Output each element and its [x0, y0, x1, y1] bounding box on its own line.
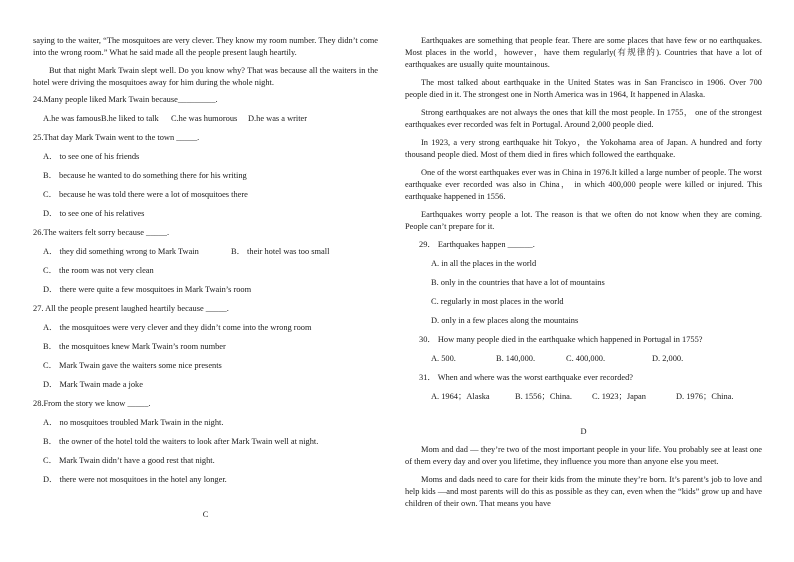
option-d[interactable]: D． to see one of his relatives	[43, 209, 145, 218]
option-b[interactable]: B． because he wanted to do something there for his writing	[43, 171, 247, 180]
option-a[interactable]: A． the mosquitoes were very clever and they didn’t come into the wrong room	[43, 323, 312, 332]
story-paragraph: saying to the waiter, “The mosquitoes are very clever. They know my room number. They didn’t come into the wrong room.” What he said made all the people present laugh heartily.	[33, 36, 378, 57]
question-24: 24.Many people liked Mark Twain because_________.	[33, 95, 218, 104]
option-a[interactable]: A. 500.	[431, 354, 456, 363]
option-a[interactable]: A. 1964；Alaska	[431, 392, 490, 401]
options-26-ab	[43, 246, 378, 258]
option-a[interactable]: A． they did something wrong to Mark Twain	[43, 247, 199, 256]
option-d[interactable]: D. 1976；China.	[676, 392, 734, 401]
option-c[interactable]: C. 1923；Japan	[592, 392, 646, 401]
passage-paragraph: Mom and dad — they’re two of the most important people in your life. You probably see at least one of them every day and over you lifetime, they influence you more than anyone else you meet.	[405, 445, 762, 466]
option-b[interactable]: B. 1556；China.	[515, 392, 572, 401]
passage-paragraph: Earthquakes worry people a lot. The reason is that we often do not know when they are coming. People can’t prepare for it.	[405, 210, 762, 231]
option-b[interactable]: B. only in the countries that have a lot of mountains	[431, 278, 605, 287]
options-31	[431, 391, 762, 403]
question-30: 30． How many people died in the earthquake which happened in Portugal in 1755?	[419, 335, 703, 344]
options-30	[431, 353, 762, 365]
passage-paragraph: One of the worst earthquakes ever was in China in 1976.It killed a large number of people. The worst earthquake ever recorded was also in China， in which 400,000 people were killed or injured. This earthquake happened in 1556.	[405, 168, 762, 201]
option-d[interactable]: D. only in a few places along the mountains	[431, 316, 579, 325]
question-26: 26.The waiters felt sorry because _____.	[33, 228, 170, 237]
question-25: 25.That day Mark Twain went to the town _____.	[33, 133, 200, 142]
option-c[interactable]: C． Mark Twain didn’t have a good rest that night.	[43, 456, 215, 465]
option-d[interactable]: D.he was a writer	[248, 114, 308, 123]
option-a[interactable]: A． to see one of his friends	[43, 152, 140, 161]
option-d[interactable]: D． there were quite a few mosquitoes in Mark Twain’s room	[43, 285, 252, 294]
option-b[interactable]: B. 140,000.	[496, 354, 536, 363]
passage-paragraph: In 1923, a very strong earthquake hit Tokyo，the Yokohama area of Japan. A hundred and forty thousand people died. Most of them died in fires which followed the earthquake.	[405, 138, 762, 159]
option-d[interactable]: D． Mark Twain made a joke	[43, 380, 143, 389]
option-d[interactable]: D． there were not mosquitoes in the hotel any longer.	[43, 475, 227, 484]
passage-paragraph: Earthquakes are something that people fear. There are some places that have few or no earthquakes. Most places in the world，however，have them regularly(有规律的). Countries that have a lot of earthquakes are usually quite mountainous.	[405, 36, 762, 69]
option-a[interactable]: A． no mosquitoes troubled Mark Twain in the night.	[43, 418, 224, 427]
section-heading-c: C	[202, 510, 209, 519]
right-column	[405, 0, 762, 510]
left-column	[33, 0, 378, 521]
options-24	[43, 113, 378, 125]
option-d[interactable]: D. 2,000.	[652, 354, 684, 363]
option-a[interactable]: A. in all the places in the world	[431, 259, 537, 268]
story-paragraph: But that night Mark Twain slept well. Do you know why? That was because all the waiters in the hotel were driving the mosquitoes away for him during the whole night.	[33, 66, 378, 87]
option-b[interactable]: B.he liked to talk	[101, 114, 159, 123]
option-c[interactable]: C.he was humorous	[171, 114, 238, 123]
option-a[interactable]: A.he was famous	[43, 114, 101, 123]
option-b[interactable]: B． the owner of the hotel told the waiters to look after Mark Twain well at night.	[43, 437, 319, 446]
passage-paragraph: The most talked about earthquake in the United States was in San Francisco in 1906. Over 700 people died in it. The strongest one in North America was in 1964, It happened in Alaska.	[405, 78, 762, 99]
option-b[interactable]: B． their hotel was too small	[231, 247, 330, 256]
question-27: 27. All the people present laughed heartily because _____.	[33, 304, 229, 313]
section-heading-d: D	[580, 427, 587, 436]
option-c[interactable]: C. 400,000.	[566, 354, 606, 363]
question-28: 28.From the story we know _____.	[33, 399, 151, 408]
option-c[interactable]: C． the room was not very clean	[43, 266, 154, 275]
passage-paragraph: Moms and dads need to care for their kids from the minute they’re born. It’s parent’s job to love and help kids —and most parents will do this as possible as they can, even when the “kids” grow up and have children of their own. That means you have	[405, 475, 762, 508]
option-c[interactable]: C． because he was told there were a lot of mosquitoes there	[43, 190, 248, 199]
passage-paragraph: Strong earthquakes are not always the ones that kill the most people. In 1755， one of the strongest earthquakes ever recorded was felt in Portugal. Around 2,000 people died.	[405, 108, 762, 129]
question-31: 31． When and where was the worst earthquake ever recorded?	[419, 373, 634, 382]
option-c[interactable]: C. regularly in most places in the world	[431, 297, 564, 306]
question-29: 29． Earthquakes happen ______.	[419, 240, 535, 249]
option-b[interactable]: B． the mosquitoes knew Mark Twain’s room number	[43, 342, 226, 351]
option-c[interactable]: C． Mark Twain gave the waiters some nice presents	[43, 361, 222, 370]
